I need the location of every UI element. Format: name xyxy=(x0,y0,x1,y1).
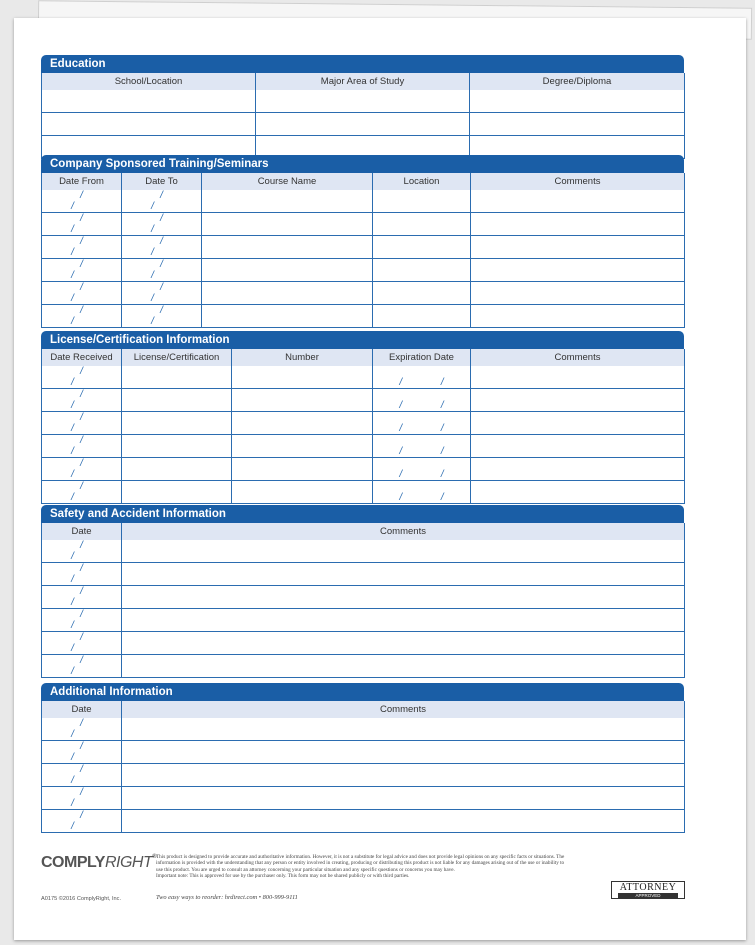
input-cell[interactable] xyxy=(122,764,685,787)
input-cell[interactable] xyxy=(122,718,685,741)
table-row xyxy=(42,741,685,764)
date-separator: / / xyxy=(71,259,101,281)
table-row xyxy=(42,213,685,236)
date-separator: / / xyxy=(71,787,101,809)
date-separator: / / xyxy=(71,632,101,654)
date-separator: / / xyxy=(151,236,181,258)
input-cell[interactable] xyxy=(122,389,232,412)
col-school-location: School/Location xyxy=(42,73,256,90)
date-field[interactable] xyxy=(42,563,122,586)
date-separator: / / xyxy=(71,609,101,631)
col-location: Location xyxy=(373,173,471,190)
license-section xyxy=(41,331,684,504)
input-cell[interactable] xyxy=(122,609,685,632)
date-to-field[interactable] xyxy=(122,259,202,282)
safety-section xyxy=(41,505,684,678)
input-cell[interactable] xyxy=(470,113,685,136)
form-footer xyxy=(41,850,691,910)
date-field[interactable] xyxy=(42,632,122,655)
table-row xyxy=(42,366,685,389)
table-row xyxy=(42,412,685,435)
date-to-field[interactable] xyxy=(122,213,202,236)
date-from-field[interactable] xyxy=(42,282,122,305)
date-field[interactable] xyxy=(42,764,122,787)
col-number: Number xyxy=(232,349,373,366)
input-cell[interactable] xyxy=(122,741,685,764)
input-cell[interactable] xyxy=(470,90,685,113)
complyright-logo: COMPLYRIGHT® xyxy=(41,854,157,871)
important-note: Important note: This is approved for use by the purchaser only. This form may not be shared publicly or with third parties. xyxy=(156,873,410,880)
table-row xyxy=(42,764,685,787)
reorder-info: Two easy ways to reorder: hrdirect.com • 800-999-9111 xyxy=(156,894,298,901)
table-row xyxy=(42,435,685,458)
input-cell[interactable] xyxy=(373,259,471,282)
col-date: Date xyxy=(42,701,122,718)
date-received-field[interactable] xyxy=(42,366,122,389)
input-cell[interactable] xyxy=(202,282,373,305)
input-cell[interactable] xyxy=(471,481,685,504)
table-row xyxy=(42,236,685,259)
expiration-date-field[interactable] xyxy=(373,435,471,458)
table-row xyxy=(42,282,685,305)
input-cell[interactable] xyxy=(373,190,471,213)
expiration-date-field[interactable] xyxy=(373,412,471,435)
input-cell[interactable] xyxy=(122,632,685,655)
table-row xyxy=(42,718,685,741)
input-cell[interactable] xyxy=(232,412,373,435)
input-cell[interactable] xyxy=(373,236,471,259)
table-row xyxy=(42,389,685,412)
date-separator: / / xyxy=(71,190,101,212)
input-cell[interactable] xyxy=(373,305,471,328)
input-cell[interactable] xyxy=(471,282,685,305)
training-title: Company Sponsored Training/Seminars xyxy=(41,155,684,173)
date-separator: / / xyxy=(71,718,101,740)
input-cell[interactable] xyxy=(232,366,373,389)
date-separator: / / xyxy=(71,458,101,480)
input-cell[interactable] xyxy=(42,113,256,136)
date-field[interactable] xyxy=(42,540,122,563)
table-row xyxy=(42,586,685,609)
col-major-area: Major Area of Study xyxy=(256,73,470,90)
table-row xyxy=(42,632,685,655)
input-cell[interactable] xyxy=(256,90,470,113)
table-row xyxy=(42,259,685,282)
expiration-date-field[interactable] xyxy=(373,366,471,389)
input-cell[interactable] xyxy=(202,190,373,213)
table-row xyxy=(42,810,685,833)
license-title: License/Certification Information xyxy=(41,331,684,349)
date-separator: / / xyxy=(71,366,101,388)
input-cell[interactable] xyxy=(471,412,685,435)
date-received-field[interactable] xyxy=(42,389,122,412)
additional-title: Additional Information xyxy=(41,683,684,701)
date-from-field[interactable] xyxy=(42,190,122,213)
col-comments: Comments xyxy=(122,701,685,718)
date-to-field[interactable] xyxy=(122,190,202,213)
input-cell[interactable] xyxy=(122,366,232,389)
date-separator: / / xyxy=(71,305,101,327)
input-cell[interactable] xyxy=(122,655,685,678)
input-cell[interactable] xyxy=(471,366,685,389)
date-separator: / / xyxy=(71,213,101,235)
input-cell[interactable] xyxy=(202,236,373,259)
col-degree-diploma: Degree/Diploma xyxy=(470,73,685,90)
date-separator: / / xyxy=(71,764,101,786)
date-separator: / / xyxy=(71,586,101,608)
date-separator: / / xyxy=(71,481,101,503)
input-cell[interactable] xyxy=(122,458,232,481)
table-row xyxy=(42,90,685,113)
input-cell[interactable] xyxy=(232,458,373,481)
input-cell[interactable] xyxy=(122,787,685,810)
date-separator: / / xyxy=(151,213,181,235)
table-row xyxy=(42,655,685,678)
input-cell[interactable] xyxy=(232,435,373,458)
input-cell[interactable] xyxy=(471,236,685,259)
date-received-field[interactable] xyxy=(42,458,122,481)
col-comments: Comments xyxy=(122,523,685,540)
date-field[interactable] xyxy=(42,741,122,764)
col-comments: Comments xyxy=(471,173,685,190)
attorney-approved-badge xyxy=(611,881,685,899)
date-separator: / / xyxy=(71,282,101,304)
input-cell[interactable] xyxy=(42,90,256,113)
date-separator: / / xyxy=(151,305,181,327)
safety-table xyxy=(41,523,685,678)
date-from-field[interactable] xyxy=(42,259,122,282)
input-cell[interactable] xyxy=(122,412,232,435)
table-row xyxy=(42,113,685,136)
date-field[interactable] xyxy=(42,655,122,678)
legal-text: This product is designed to provide accurate and authoritative information. However, it is not a substitute for legal advice and does not provide legal opinions on any specific facts or situations. The information is provided with the understanding that any person or entity involved in creating, producing or distributing this product is not liable for any damages arising out of the use or inability to use this product. You are urged to consult an attorney concerning your particular situation and any specific questions or concerns you may have. xyxy=(156,854,565,873)
badge-main-text: ATTORNEY xyxy=(619,882,677,893)
input-cell[interactable] xyxy=(471,213,685,236)
legal-disclaimer xyxy=(156,854,566,880)
additional-table xyxy=(41,701,685,833)
date-to-field[interactable] xyxy=(122,305,202,328)
date-separator: / / xyxy=(399,377,462,388)
date-to-field[interactable] xyxy=(122,236,202,259)
date-received-field[interactable] xyxy=(42,435,122,458)
date-separator: / / xyxy=(399,446,462,457)
training-section xyxy=(41,155,684,328)
input-cell[interactable] xyxy=(122,435,232,458)
table-row xyxy=(42,458,685,481)
input-cell[interactable] xyxy=(202,305,373,328)
date-field[interactable] xyxy=(42,586,122,609)
date-separator: / / xyxy=(71,810,101,832)
additional-section xyxy=(41,683,684,833)
education-table xyxy=(41,73,685,159)
col-date-from: Date From xyxy=(42,173,122,190)
date-separator: / / xyxy=(151,190,181,212)
date-separator: / / xyxy=(151,282,181,304)
date-separator: / / xyxy=(71,236,101,258)
input-cell[interactable] xyxy=(471,190,685,213)
col-date-received: Date Received xyxy=(42,349,122,366)
date-from-field[interactable] xyxy=(42,213,122,236)
table-row xyxy=(42,305,685,328)
date-field[interactable] xyxy=(42,718,122,741)
date-separator: / / xyxy=(71,435,101,457)
table-row xyxy=(42,787,685,810)
education-title: Education xyxy=(41,55,684,73)
input-cell[interactable] xyxy=(471,458,685,481)
form-code: A0175 ©2016 ComplyRight, Inc. xyxy=(41,896,121,902)
date-separator: / / xyxy=(151,259,181,281)
license-table xyxy=(41,349,685,504)
input-cell[interactable] xyxy=(232,389,373,412)
input-cell[interactable] xyxy=(122,540,685,563)
date-separator: / / xyxy=(71,540,101,562)
date-from-field[interactable] xyxy=(42,236,122,259)
input-cell[interactable] xyxy=(256,113,470,136)
date-separator: / / xyxy=(71,563,101,585)
table-row xyxy=(42,481,685,504)
input-cell[interactable] xyxy=(373,282,471,305)
badge-sub-text: APPROVED xyxy=(618,893,678,898)
input-cell[interactable] xyxy=(471,389,685,412)
date-from-field[interactable] xyxy=(42,305,122,328)
date-separator: / / xyxy=(71,412,101,434)
date-received-field[interactable] xyxy=(42,412,122,435)
input-cell[interactable] xyxy=(122,586,685,609)
date-separator: / / xyxy=(399,492,462,503)
education-section xyxy=(41,55,684,159)
input-cell[interactable] xyxy=(471,435,685,458)
table-row xyxy=(42,540,685,563)
date-field[interactable] xyxy=(42,787,122,810)
input-cell[interactable] xyxy=(471,305,685,328)
date-field[interactable] xyxy=(42,609,122,632)
date-to-field[interactable] xyxy=(122,282,202,305)
expiration-date-field[interactable] xyxy=(373,481,471,504)
date-separator: / / xyxy=(399,469,462,480)
col-date-to: Date To xyxy=(122,173,202,190)
input-cell[interactable] xyxy=(202,259,373,282)
training-table xyxy=(41,173,685,328)
expiration-date-field[interactable] xyxy=(373,458,471,481)
input-cell[interactable] xyxy=(122,563,685,586)
logo-text-primary: COMPLY xyxy=(41,854,105,871)
logo-text-secondary: RIGHT xyxy=(104,854,153,871)
input-cell[interactable] xyxy=(373,213,471,236)
date-separator: / / xyxy=(71,389,101,411)
date-separator: / / xyxy=(71,655,101,677)
date-separator: / / xyxy=(71,741,101,763)
table-row xyxy=(42,190,685,213)
table-row xyxy=(42,609,685,632)
safety-title: Safety and Accident Information xyxy=(41,505,684,523)
input-cell[interactable] xyxy=(122,810,685,833)
expiration-date-field[interactable] xyxy=(373,389,471,412)
input-cell[interactable] xyxy=(202,213,373,236)
col-date: Date xyxy=(42,523,122,540)
table-row xyxy=(42,563,685,586)
input-cell[interactable] xyxy=(122,481,232,504)
date-separator: / / xyxy=(399,400,462,411)
col-course-name: Course Name xyxy=(202,173,373,190)
col-license-certification: License/Certification xyxy=(122,349,232,366)
col-expiration-date: Expiration Date xyxy=(373,349,471,366)
date-received-field[interactable] xyxy=(42,481,122,504)
date-field[interactable] xyxy=(42,810,122,833)
input-cell[interactable] xyxy=(471,259,685,282)
date-separator: / / xyxy=(399,423,462,434)
input-cell[interactable] xyxy=(232,481,373,504)
col-comments: Comments xyxy=(471,349,685,366)
